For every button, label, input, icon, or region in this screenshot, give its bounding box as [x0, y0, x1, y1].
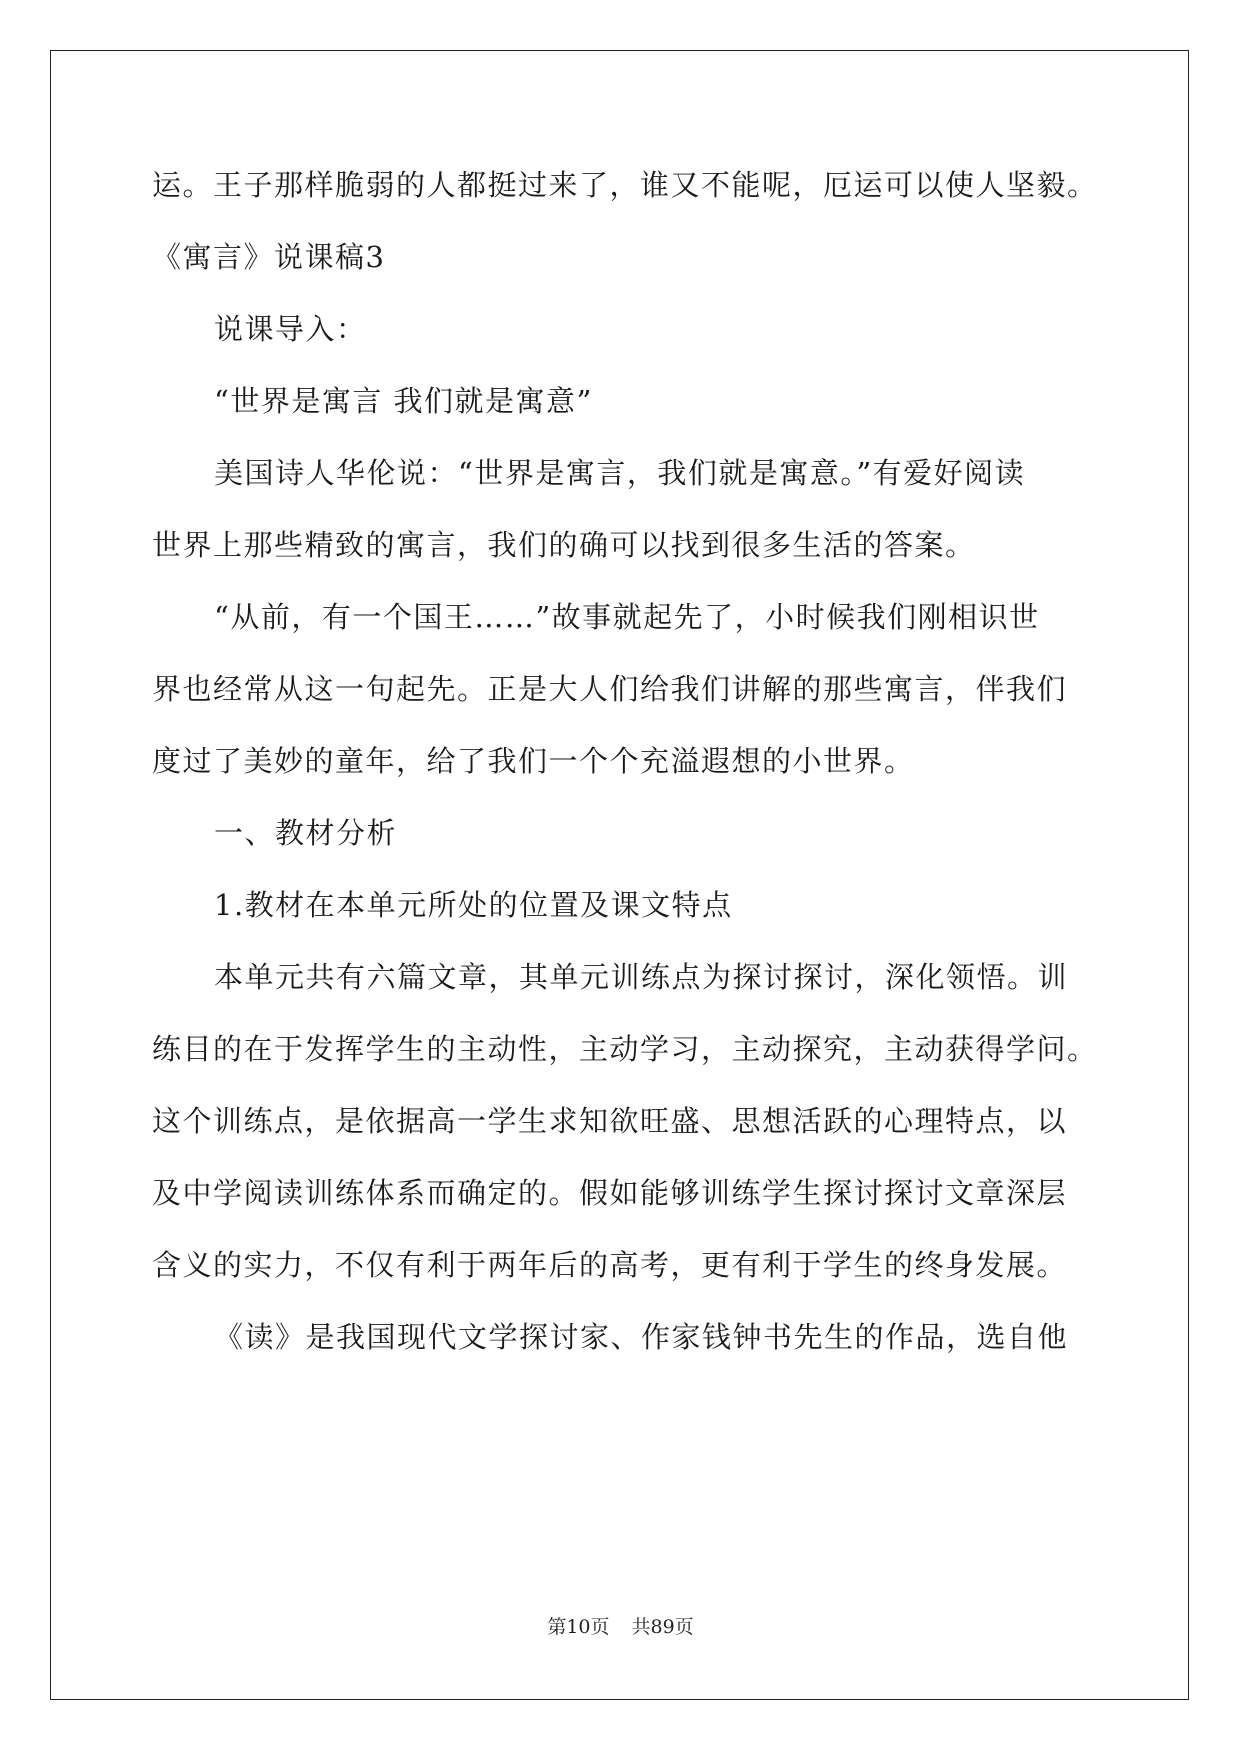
body-line-9: 度过了美妙的童年，给了我们一个个充溢遐想的小世界。 [152, 744, 915, 778]
body-line-13: 练目的在于发挥学生的主动性，主动学习，主动探究，主动获得学问。 [152, 1032, 1098, 1066]
body-line-1: 运。王子那样脆弱的人都挺过来了，谁又不能呢，厄运可以使人坚毅。 [152, 168, 1098, 202]
quote-line: “世界是寓言 我们就是寓意” [214, 384, 593, 418]
body-line-17: 《读》是我国现代文学探讨家、作家钱钟书先生的作品，选自他 [214, 1320, 1069, 1354]
page-number: 第10页 [547, 1616, 610, 1638]
section-title: 《寓言》说课稿3 [152, 240, 386, 274]
page-border [50, 50, 1189, 1700]
body-line-12: 本单元共有六篇文章，其单元训练点为探讨探讨，深化领悟。训 [214, 960, 1069, 994]
subheading-intro: 说课导入： [214, 312, 367, 346]
body-line-8: 界也经常从这一句起先。正是大人们给我们讲解的那些寓言，伴我们 [152, 672, 1068, 706]
body-line-5: 美国诗人华伦说：“世界是寓言，我们就是寓意。”有爱好阅读 [214, 456, 1026, 490]
body-line-16: 含义的实力，不仅有利于两年后的高考，更有利于学生的终身发展。 [152, 1248, 1068, 1282]
body-line-6: 世界上那些精致的寓言，我们的确可以找到很多生活的答案。 [152, 528, 976, 562]
heading-material-analysis: 一、教材分析 [214, 816, 398, 850]
subheading-material-position: 1.教材在本单元所处的位置及课文特点 [214, 888, 733, 922]
body-line-7: “从前，有一个国王……”故事就起先了，小时候我们刚相识世 [214, 600, 1040, 634]
body-line-15: 及中学阅读训练体系而确定的。假如能够训练学生探讨探讨文章深层 [152, 1176, 1068, 1210]
page-total: 共89页 [631, 1616, 694, 1638]
body-line-14: 这个训练点，是依据高一学生求知欲旺盛、思想活跃的心理特点，以 [152, 1104, 1068, 1138]
page-footer [0, 1615, 1241, 1639]
